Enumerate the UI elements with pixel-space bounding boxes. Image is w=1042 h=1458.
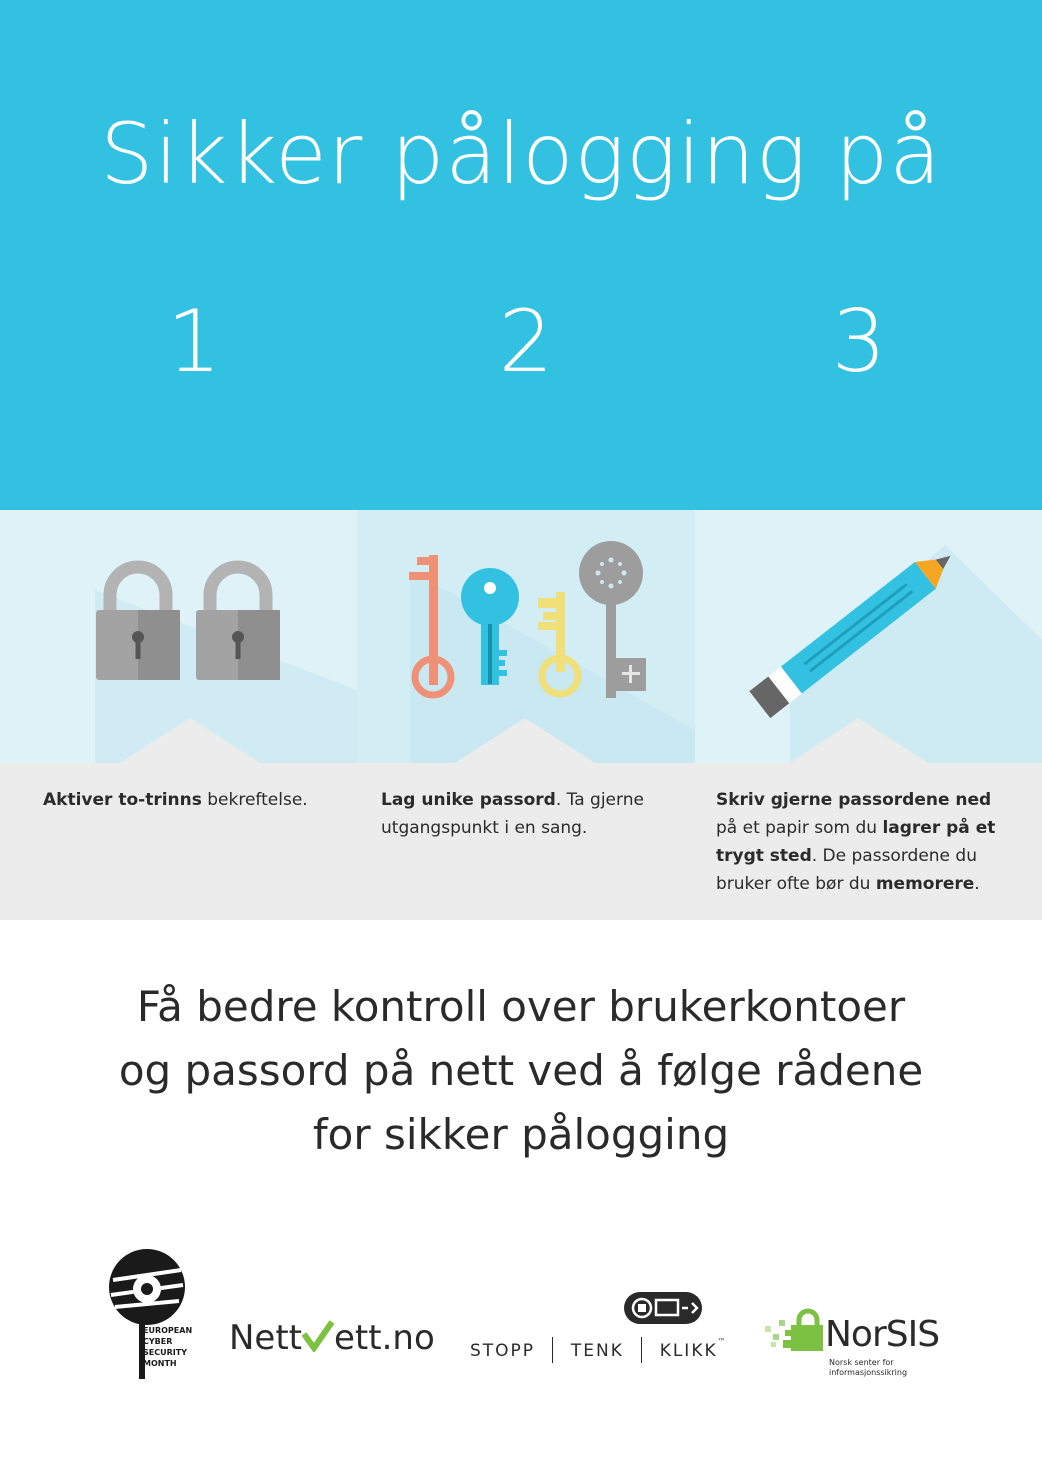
step-number-1: 1 — [166, 292, 222, 392]
step-3-text: Skriv gjerne passordene ned på et papir som du lagrer på et trygt sted. De passordene du bruker ofte bør du memorere. — [716, 790, 996, 894]
step-number-2: 2 — [498, 292, 554, 392]
norsis-logo: NorSIS Norsk senter for informasjonssikring — [765, 1308, 955, 1383]
summary-text: Få bedre kontroll over brukerkontoer og passord på nett ved å følge rådene for sikker pålogging — [118, 982, 924, 1159]
nettvett-logo: Nett ett.no — [229, 1318, 435, 1358]
checkmark-icon — [302, 1320, 334, 1352]
lock-pixel-icon — [765, 1308, 825, 1353]
step-number-3: 3 — [831, 292, 887, 392]
step-2-text: Lag unike passord. Ta gjerne utgangspunkt i en sang. — [381, 790, 644, 838]
device-icon — [622, 1290, 710, 1326]
illustration-band — [0, 460, 1042, 765]
page-title: Sikker pålogging på — [100, 105, 942, 203]
step-1-text: Aktiver to-trinns bekreftelse. — [43, 790, 308, 810]
ecsm-logo: EUROPEAN CYBER SECURITY MONTH — [105, 1245, 200, 1380]
stopp-tenk-klikk-logo: STOPP TENK KLIKK™ — [470, 1290, 740, 1365]
hero-banner — [0, 0, 1042, 510]
